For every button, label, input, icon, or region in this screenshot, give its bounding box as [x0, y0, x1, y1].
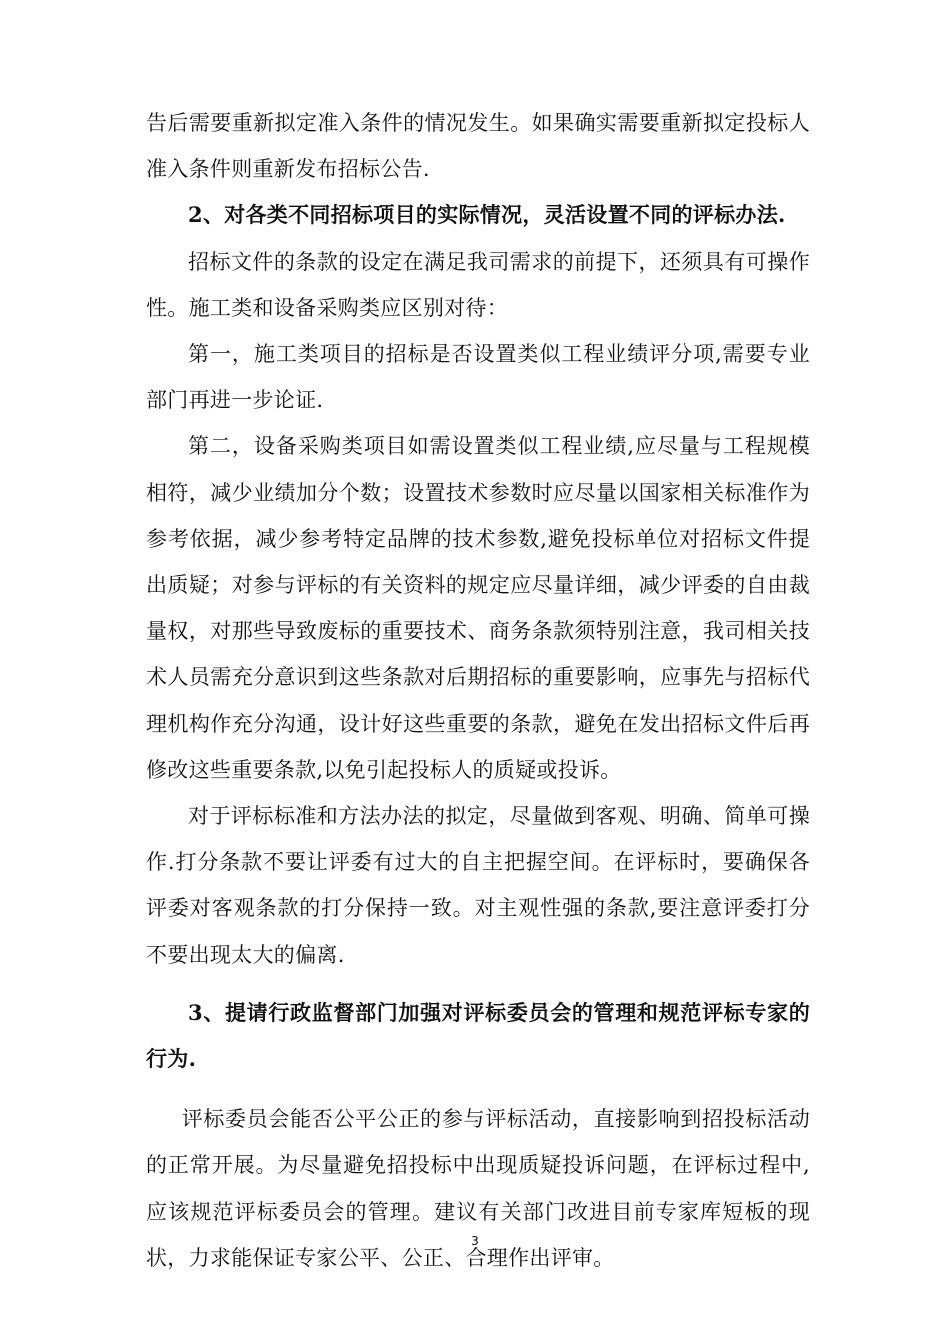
paragraph-second-point: 第二，设备采购类项目如需设置类似工程业绩,应尽量与工程规模相符，减少业绩加分个数；设置技术参数时应尽量以国家相关标准作为参考依据，减少参考特定品牌的技术参数,避免投标单位对招标文件提出质疑；对参与评标的有关资料的规定应尽量详细，减少评委的自由裁量权，对那些导致废标的重要技术、商务条款须特别注意，我司相关技术人员需充分意识到这些条款对后期招标的重要影响，应事先与招标代理机构作充分沟通，设计好这些重要的条款，避免在发出招标文件后再修改这些重要条款,以免引起投标人的质疑或投诉。: [146, 434, 810, 782]
section-heading-2: 2、对各类不同招标项目的实际情况，灵活设置不同的评标办法.: [188, 202, 786, 228]
paragraph-tender-terms: 招标文件的条款的设定在满足我司需求的前提下，还须具有可操作性。施工类和设备采购类应区别对待：: [146, 249, 810, 320]
page-number: 3: [471, 1234, 479, 1248]
paragraph-committee: 评标委员会能否公平公正的参与评标活动，直接影响到招投标活动的正常开展。为尽量避免招投标中出现质疑投诉问题，在评标过程中,应该规范评标委员会的管理。建议有关部门改进目前专家库短板的现状，力求能保证专家公平、公正、合理作出评审。: [146, 1107, 810, 1270]
document-body: [146, 100, 810, 1281]
paragraph-first-point: 第一，施工类项目的招标是否设置类似工程业绩评分项,需要专业部门再进一步论证.: [146, 342, 810, 413]
paragraph-evaluation-standards: 对于评标标准和方法办法的拟定，尽量做到客观、明确、简单可操作.打分条款不要让评委有过大的自主把握空间。在评标时，要确保各评委对客观条款的打分保持一致。对主观性强的条款,要注意评委打分不要出现太大的偏离.: [146, 804, 810, 967]
paragraph-continuation: 告后需要重新拟定准入条件的情况发生。如果确实需要重新拟定投标人准入条件则重新发布招标公告.: [146, 111, 810, 182]
section-heading-3: 3、提请行政监督部门加强对评标委员会的管理和规范评标专家的行为.: [146, 999, 810, 1072]
